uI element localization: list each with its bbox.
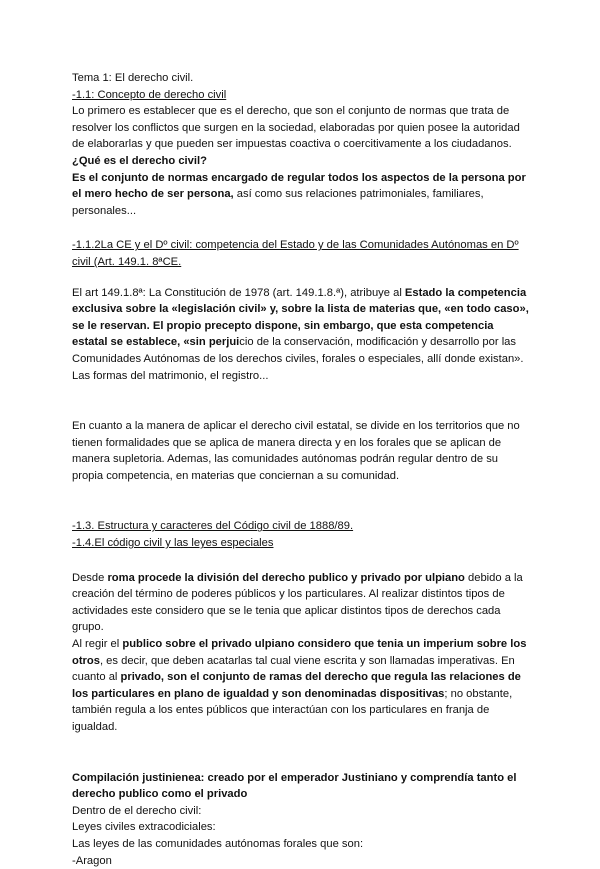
- list-line: -Aragon: [72, 854, 112, 867]
- pp-d: privado, son el conjunto de ramas del derecho que regula las relaciones de los particulares en plano de igualdad y son denominadas dispositivas: [72, 671, 521, 700]
- document-title: Tema 1: El derecho civil.: [72, 72, 194, 84]
- paragraph-aplicacion: En cuanto a la manera de aplicar el derecho civil estatal, se divide en los territorios que no tienen formalidades que se aplica de manera directa y en los forales que se aplican de manera supletoria. Ademas, las comunidades autónomas podrán regular dentro de su propia competencia, en materias que conciernan a su comunidad.: [72, 420, 520, 482]
- paragraph-derecho-definition: Lo primero es establecer que es el derecho, que son el conjunto de normas que trata de resolver los conflictos que surgen en la sociedad, elaboradas por quien posee la autoridad de elaborarlas y que pueden ser impuestas coactiva o coercitivamente a los ciudadanos.: [72, 105, 520, 151]
- compilacion-bold: Compilación justinienea: creado por el emperador Justiniano y comprendía tanto el derecho publico como el privado: [72, 771, 517, 801]
- paragraph-roma-ulpiano: [72, 570, 530, 636]
- paragraph-art-149: [72, 285, 530, 385]
- section-heading-1-4: -1.4.El código civil y las leyes especiales: [72, 537, 274, 550]
- pp-b: publico sobre el privado ulpiano considero que tenia un imperium sobre los otros: [72, 638, 527, 667]
- answer-rest: así como sus relaciones patrimoniales, familiares, personales...: [72, 188, 484, 217]
- art-149-bold: Estado la competencia exclusiva sobre la «legislación civil» y, sobre la lista de materias que, «en todo caso», se le reservan. El propio precepto dispone, sin embargo, que esta competencia estatal se establece, «sin perjui: [72, 286, 529, 349]
- list-line: Las leyes de las comunidades autónomas forales que son:: [72, 837, 364, 850]
- question-derecho-civil: [72, 153, 530, 170]
- pp-c: , es decir, que deben acatarlas tal cual viene escrita y son llamadas imperativas. En cuanto al: [72, 654, 515, 684]
- section-heading-1-1-2: -1.1.2La CE y el Dº civil: competencia del Estado y de las Comunidades Autónomas en Dº civil (Art. 149.1. 8ªCE.: [72, 239, 519, 268]
- paragraph-publico-privado: [72, 636, 530, 736]
- document-page: [72, 70, 530, 869]
- roma-rest: debido a la creación del término de poderes públicos y los particulares. Al realizar distintos tipos de actividades este considero que se le tenia que aplicar distintos tipos de derechos cada grupo.: [72, 571, 523, 634]
- pp-e: ; no obstante, también regula a los entes públicos que interactúan con los particulares en franja de igualdad.: [72, 687, 513, 733]
- section-heading-1-3: -1.3. Estructura y caracteres del Código civil de 1888/89.: [72, 520, 354, 533]
- art-149-rest: cio de la conservación, modificación y desarrollo por las Comunidades Autónomas de los derechos civiles, forales o especiales, allí donde existan». Las formas del matrimonio, el registro...: [72, 336, 524, 382]
- pp-a: Al regir el: [72, 638, 123, 651]
- art-149-intro: El art 149.1.8ª: La Constitución de 1978 (art. 149.1.8.ª), atribuye al: [72, 286, 405, 299]
- list-line: Dentro de el derecho civil:: [72, 804, 202, 817]
- roma-bold: roma procede la división del derecho publico y privado por ulpiano: [107, 571, 465, 584]
- roma-intro: Desde: [72, 571, 108, 584]
- paragraph-compilacion: [72, 770, 530, 803]
- list-line: Leyes civiles extracodiciales:: [72, 821, 216, 834]
- answer-derecho-civil: [72, 170, 530, 220]
- answer-bold: Es el conjunto de normas encargado de regular todos los aspectos de la persona por el mero hecho de ser persona,: [72, 171, 526, 201]
- question-text: ¿Qué es el derecho civil?: [72, 154, 207, 167]
- section-heading-1-1: -1.1: Concepto de derecho civil: [72, 88, 227, 101]
